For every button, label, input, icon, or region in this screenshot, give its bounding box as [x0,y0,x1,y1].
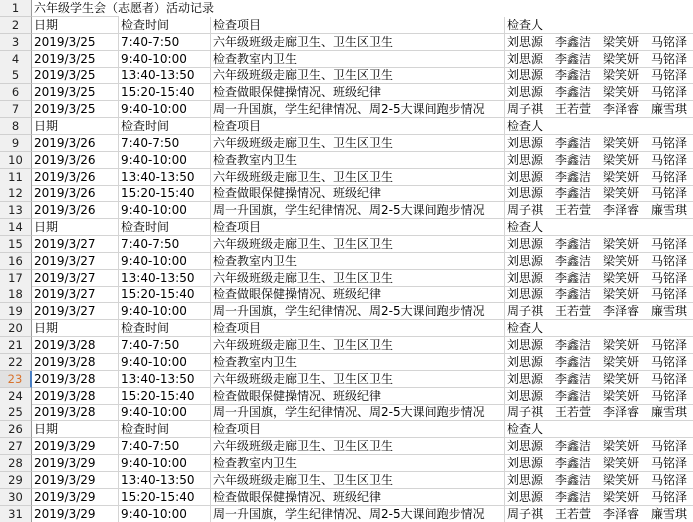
date-cell[interactable]: 2019/3/26 [32,169,119,186]
row-header[interactable]: 18 [0,286,32,303]
sheet-title[interactable]: 六年级学生会（志愿者）活动记录 [34,1,215,15]
header-row [0,17,693,34]
table-row [0,270,693,287]
time-cell[interactable]: 7:40-7:50 [119,337,211,354]
row-header[interactable]: 5 [0,67,32,84]
time-cell[interactable]: 9:40-10:00 [119,506,211,522]
column-header-date-cell[interactable]: 日期 [32,118,119,135]
item-cell[interactable]: 检查做眼保健操情况、班级纪律 [211,489,505,506]
header-row [0,118,693,135]
column-header-inspector-cell[interactable]: 检查人 [505,320,693,337]
date-cell[interactable]: 2019/3/27 [32,253,119,270]
table-row [0,404,693,421]
item-cell[interactable]: 六年级班级走廊卫生、卫生区卫生 [211,135,505,152]
column-header-item-cell[interactable]: 检查项目 [211,118,505,135]
inspector-cell[interactable]: 刘思源 李鑫洁 梁笑妍 马铭泽 [505,489,693,506]
inspector-cell[interactable]: 刘思源 李鑫洁 梁笑妍 马铭泽 [505,185,693,202]
row-header[interactable]: 28 [0,455,32,472]
inspector-cell[interactable]: 刘思源 李鑫洁 梁笑妍 马铭泽 [505,371,693,388]
time-cell[interactable]: 15:20-15:40 [119,286,211,303]
date-cell[interactable]: 2019/3/26 [32,202,119,219]
time-cell[interactable]: 9:40-10:00 [119,152,211,169]
inspector-cell[interactable]: 刘思源 李鑫洁 梁笑妍 马铭泽 [505,472,693,489]
column-header-date-cell[interactable]: 日期 [32,421,119,438]
row-header[interactable]: 10 [0,152,32,169]
inspector-cell[interactable]: 刘思源 李鑫洁 梁笑妍 马铭泽 [505,388,693,405]
row-header[interactable]: 30 [0,489,32,506]
row-header[interactable]: 22 [0,354,32,371]
time-cell[interactable]: 9:40-10:00 [119,303,211,320]
header-row [0,219,693,236]
row-header[interactable]: 12 [0,185,32,202]
row-header[interactable]: 1 [0,0,32,17]
date-cell[interactable]: 2019/3/28 [32,388,119,405]
time-cell[interactable]: 15:20-15:40 [119,84,211,101]
row-header[interactable]: 6 [0,84,32,101]
inspector-cell[interactable]: 刘思源 李鑫洁 梁笑妍 马铭泽 [505,51,693,68]
time-cell[interactable]: 9:40-10:00 [119,51,211,68]
item-cell[interactable]: 检查做眼保健操情况、班级纪律 [211,286,505,303]
time-cell[interactable]: 9:40-10:00 [119,404,211,421]
title-row [0,0,693,17]
item-cell[interactable]: 检查教室内卫生 [211,51,505,68]
row-header[interactable]: 19 [0,303,32,320]
date-cell[interactable]: 2019/3/29 [32,506,119,522]
time-cell[interactable]: 7:40-7:50 [119,438,211,455]
date-cell[interactable]: 2019/3/29 [32,472,119,489]
table-row [0,472,693,489]
item-cell[interactable]: 周一升国旗，学生纪律情况、周2-5大课间跑步情况 [211,303,505,320]
inspector-cell[interactable]: 刘思源 李鑫洁 梁笑妍 马铭泽 [505,34,693,51]
column-header-inspector-cell[interactable]: 检查人 [505,219,693,236]
item-cell[interactable]: 六年级班级走廊卫生、卫生区卫生 [211,34,505,51]
date-cell[interactable]: 2019/3/28 [32,404,119,421]
inspector-cell[interactable]: 刘思源 李鑫洁 梁笑妍 马铭泽 [505,438,693,455]
row-header[interactable]: 23 [0,371,32,388]
column-header-inspector-cell[interactable]: 检查人 [505,118,693,135]
table-row [0,152,693,169]
item-cell[interactable]: 周一升国旗，学生纪律情况、周2-5大课间跑步情况 [211,506,505,522]
date-cell[interactable]: 2019/3/25 [32,34,119,51]
item-cell[interactable]: 六年级班级走廊卫生、卫生区卫生 [211,270,505,287]
time-cell[interactable]: 15:20-15:40 [119,489,211,506]
item-cell[interactable]: 六年级班级走廊卫生、卫生区卫生 [211,438,505,455]
inspector-cell[interactable]: 刘思源 李鑫洁 梁笑妍 马铭泽 [505,84,693,101]
item-cell[interactable]: 周一升国旗，学生纪律情况、周2-5大课间跑步情况 [211,202,505,219]
inspector-cell[interactable]: 刘思源 李鑫洁 梁笑妍 马铭泽 [505,455,693,472]
table-row [0,101,693,118]
row-header[interactable]: 2 [0,17,32,34]
time-cell[interactable]: 9:40-10:00 [119,253,211,270]
table-row [0,34,693,51]
column-header-time-cell[interactable]: 检查时间 [119,421,211,438]
item-cell[interactable]: 周一升国旗，学生纪律情况、周2-5大课间跑步情况 [211,404,505,421]
table-row [0,371,693,388]
row-header[interactable]: 17 [0,270,32,287]
row-header[interactable]: 24 [0,388,32,405]
item-cell[interactable]: 检查教室内卫生 [211,354,505,371]
time-cell[interactable]: 13:40-13:50 [119,169,211,186]
row-header[interactable]: 11 [0,169,32,186]
time-cell[interactable]: 9:40-10:00 [119,354,211,371]
date-cell[interactable]: 2019/3/25 [32,51,119,68]
row-header[interactable]: 25 [0,404,32,421]
row-header[interactable]: 31 [0,506,32,522]
date-cell[interactable]: 2019/3/25 [32,101,119,118]
date-cell[interactable]: 2019/3/27 [32,286,119,303]
row-header[interactable]: 15 [0,236,32,253]
row-header[interactable]: 8 [0,118,32,135]
table-row [0,354,693,371]
item-cell[interactable]: 检查教室内卫生 [211,455,505,472]
item-cell[interactable]: 检查做眼保健操情况、班级纪律 [211,185,505,202]
table-row [0,438,693,455]
time-cell[interactable]: 7:40-7:50 [119,135,211,152]
table-row [0,303,693,320]
table-row [0,455,693,472]
item-cell[interactable]: 检查做眼保健操情况、班级纪律 [211,388,505,405]
item-cell[interactable]: 六年级班级走廊卫生、卫生区卫生 [211,337,505,354]
inspector-cell[interactable]: 刘思源 李鑫洁 梁笑妍 马铭泽 [505,152,693,169]
item-cell[interactable]: 六年级班级走廊卫生、卫生区卫生 [211,472,505,489]
inspector-cell[interactable]: 刘思源 李鑫洁 梁笑妍 马铭泽 [505,270,693,287]
column-header-date-cell[interactable]: 日期 [32,17,119,34]
table-row [0,286,693,303]
time-cell[interactable]: 13:40-13:50 [119,67,211,84]
column-header-time-cell[interactable]: 检查时间 [119,17,211,34]
table-row [0,135,693,152]
item-cell[interactable]: 六年级班级走廊卫生、卫生区卫生 [211,371,505,388]
table-row [0,84,693,101]
table-row [0,506,693,522]
column-header-date-cell[interactable]: 日期 [32,320,119,337]
inspector-cell[interactable]: 刘思源 李鑫洁 梁笑妍 马铭泽 [505,354,693,371]
inspector-cell[interactable]: 刘思源 李鑫洁 梁笑妍 马铭泽 [505,67,693,84]
inspector-cell[interactable]: 周子祺 王若萱 李泽睿 廉雪琪 [505,202,693,219]
time-cell[interactable]: 9:40-10:00 [119,202,211,219]
inspector-cell[interactable]: 周子祺 王若萱 李泽睿 廉雪琪 [505,404,693,421]
time-cell[interactable]: 7:40-7:50 [119,34,211,51]
date-cell[interactable]: 2019/3/26 [32,152,119,169]
item-cell[interactable]: 检查做眼保健操情况、班级纪律 [211,84,505,101]
row-header[interactable]: 3 [0,34,32,51]
header-row [0,320,693,337]
inspector-cell[interactable]: 周子祺 王若萱 李泽睿 廉雪琪 [505,506,693,522]
time-cell[interactable]: 15:20-15:40 [119,388,211,405]
table-row [0,185,693,202]
table-row [0,202,693,219]
date-cell[interactable]: 2019/3/27 [32,270,119,287]
date-cell[interactable]: 2019/3/27 [32,236,119,253]
table-row [0,337,693,354]
table-row [0,388,693,405]
time-cell[interactable]: 9:40-10:00 [119,455,211,472]
inspector-cell[interactable]: 刘思源 李鑫洁 梁笑妍 马铭泽 [505,337,693,354]
column-header-inspector-cell[interactable]: 检查人 [505,421,693,438]
header-row [0,421,693,438]
column-header-item-cell[interactable]: 检查项目 [211,320,505,337]
date-cell[interactable]: 2019/3/26 [32,135,119,152]
row-header[interactable]: 13 [0,202,32,219]
item-cell[interactable]: 周一升国旗，学生纪律情况、周2-5大课间跑步情况 [211,101,505,118]
date-cell[interactable]: 2019/3/26 [32,185,119,202]
table-row [0,169,693,186]
row-header[interactable]: 29 [0,472,32,489]
row-header[interactable]: 7 [0,101,32,118]
inspector-cell[interactable]: 刘思源 李鑫洁 梁笑妍 马铭泽 [505,253,693,270]
item-cell[interactable]: 六年级班级走廊卫生、卫生区卫生 [211,236,505,253]
row-header[interactable]: 20 [0,320,32,337]
date-cell[interactable]: 2019/3/27 [32,303,119,320]
table-row [0,51,693,68]
inspector-cell[interactable]: 刘思源 李鑫洁 梁笑妍 马铭泽 [505,135,693,152]
time-cell[interactable]: 13:40-13:50 [119,472,211,489]
inspector-cell[interactable]: 周子祺 王若萱 李泽睿 廉雪琪 [505,101,693,118]
inspector-cell[interactable]: 刘思源 李鑫洁 梁笑妍 马铭泽 [505,286,693,303]
row-header[interactable]: 27 [0,438,32,455]
date-cell[interactable]: 2019/3/29 [32,489,119,506]
column-header-item-cell[interactable]: 检查项目 [211,219,505,236]
item-cell[interactable]: 六年级班级走廊卫生、卫生区卫生 [211,169,505,186]
date-cell[interactable]: 2019/3/28 [32,354,119,371]
row-header[interactable]: 16 [0,253,32,270]
date-cell[interactable]: 2019/3/25 [32,67,119,84]
table-row [0,253,693,270]
row-header[interactable]: 9 [0,135,32,152]
column-header-date-cell[interactable]: 日期 [32,219,119,236]
column-header-inspector-cell[interactable]: 检查人 [505,17,693,34]
table-row [0,489,693,506]
column-header-time-cell[interactable]: 检查时间 [119,118,211,135]
column-header-item-cell[interactable]: 检查项目 [211,421,505,438]
date-cell[interactable]: 2019/3/28 [32,371,119,388]
table-row [0,236,693,253]
row-header[interactable]: 4 [0,51,32,68]
date-cell[interactable]: 2019/3/29 [32,455,119,472]
item-cell[interactable]: 检查教室内卫生 [211,253,505,270]
row-header[interactable]: 14 [0,219,32,236]
row-header[interactable]: 26 [0,421,32,438]
column-header-time-cell[interactable]: 检查时间 [119,219,211,236]
row-header[interactable]: 21 [0,337,32,354]
date-cell[interactable]: 2019/3/29 [32,438,119,455]
item-cell[interactable]: 六年级班级走廊卫生、卫生区卫生 [211,67,505,84]
column-header-time-cell[interactable]: 检查时间 [119,320,211,337]
date-cell[interactable]: 2019/3/28 [32,337,119,354]
column-header-item-cell[interactable]: 检查项目 [211,17,505,34]
time-cell[interactable]: 15:20-15:40 [119,185,211,202]
table-row [0,67,693,84]
inspector-cell[interactable]: 刘思源 李鑫洁 梁笑妍 马铭泽 [505,236,693,253]
time-cell[interactable]: 7:40-7:50 [119,236,211,253]
time-cell[interactable]: 9:40-10:00 [119,101,211,118]
date-cell[interactable]: 2019/3/25 [32,84,119,101]
item-cell[interactable]: 检查教室内卫生 [211,152,505,169]
inspector-cell[interactable]: 刘思源 李鑫洁 梁笑妍 马铭泽 [505,169,693,186]
time-cell[interactable]: 13:40-13:50 [119,270,211,287]
time-cell[interactable]: 13:40-13:50 [119,371,211,388]
inspector-cell[interactable]: 周子祺 王若萱 李泽睿 廉雪琪 [505,303,693,320]
